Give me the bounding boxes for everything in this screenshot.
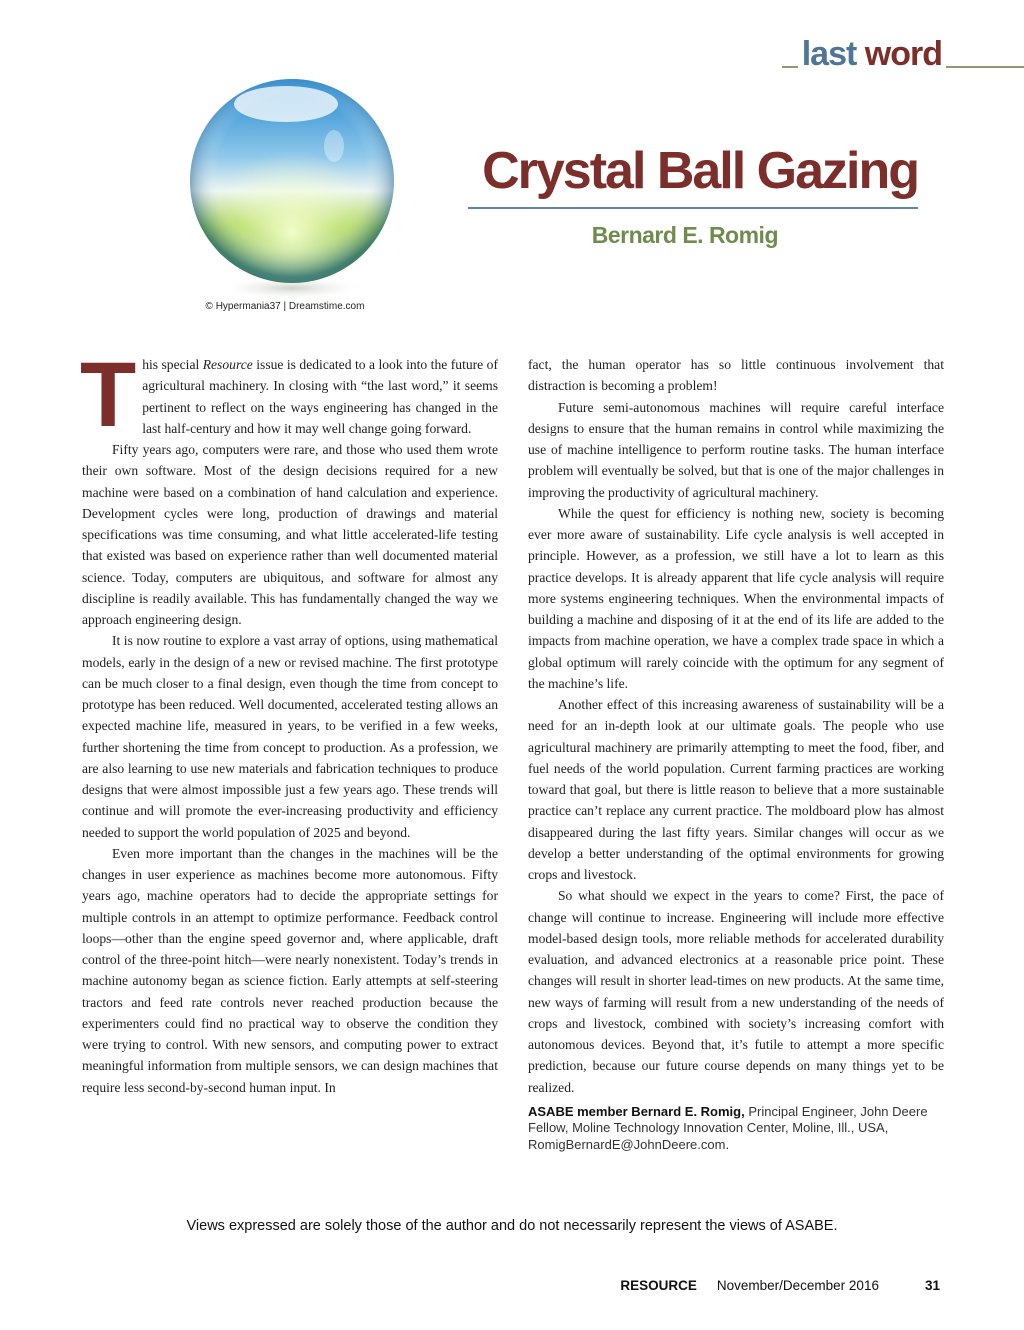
page-number: 31 [924, 1278, 940, 1293]
article-column-left [80, 344, 498, 1098]
paragraph: fact, the human operator has so little continuous involvement that distraction is becoming a problem! [528, 357, 944, 394]
crystal-ball-image [186, 76, 398, 306]
author-byline: Bernard E. Romig [591, 222, 778, 248]
paragraph: Future semi-autonomous machines will require careful interface designs to ensure that the human remains in control while maximizing the use of machine intelligence to perform routine tasks. The human interface problem will eventually be solved, but that is one of the major challenges in improving the productivity of agricultural machinery. [528, 399, 944, 500]
section-label [798, 34, 946, 74]
author-bio-text: Principal Engineer, John Deere Fellow, Moline Technology Innovation Center, Moline, Ill., USA, RomigBernardE@JohnDeere.com. [528, 1103, 928, 1152]
paragraph: While the quest for efficiency is nothing new, society is becoming ever more aware of sustainability. Life cycle analysis is well accepted in principle. However, as a profession, we still have a lot to learn as this practice develops. It is already apparent that life cycle analysis will require more systems engineering techniques. When the environmental impacts of building a machine and disposing of it at the end of its life are added to the impacts from machine operation, we have a complex trade space in which a global optimum will rarely coincide with the optimum for any segment of the machine’s life. [528, 505, 944, 691]
paragraph: Another effect of this increasing awareness of sustainability will be a need for an in-depth look at our ultimate goals. The people who use agricultural machinery are primarily attempting to meet the food, fiber, and fuel needs of the world population. Current farming practices are working toward that goal, but there is little reason to believe that a more sustainable practice can’t replace any current practice. The moldboard plow has almost disappeared during the last fifty years. Similar changes will occur as we develop a better understanding of the optimal environments for growing crops and livestock. [528, 697, 944, 882]
section-label-word1: last [801, 35, 857, 73]
article-column-right [528, 354, 944, 1153]
photo-credit: © Hypermania37 | Dreamstime.com [205, 301, 365, 312]
section-label-word2: word [864, 35, 942, 73]
author-bio [528, 1104, 944, 1154]
paragraph: Fifty years ago, computers were rare, and those who used them wrote their own software. Most of the design decisions required for a new machine were based on a combination of hand calculation and experience. Development cycles were long, production of drawings and material specifications was time consuming, and what little accelerated-life testing that existed was based on experience rather than well documented material science. Today, computers are ubiquitous, and software for almost any discipline is readily available. This has fundamentally changed the way we approach engineering design. [82, 442, 498, 627]
page-footer [620, 1278, 940, 1293]
author-bio-name: ASABE member Bernard E. Romig, [528, 1103, 745, 1119]
paragraph: It is now routine to explore a vast array of options, using mathematical models, early in the design of a new or revised machine. The first prototype can be much closer to a final design, even though the time from concept to prototype has been reduced. Well documented, accelerated testing allows an expected machine life, measured in years, to be verified in a few weeks, further shortening the time from concept to production. As a profession, we are also learning to use new materials and fabrication techniques to produce designs that were almost impossible just a few years ago. These trends will continue and will promote the ever-increasing productivity and efficiency needed to support the world population of 2025 and beyond. [82, 633, 498, 840]
disclaimer: Views expressed are solely those of the author and do not necessarily represent the views of ASABE. [186, 1218, 838, 1234]
title-rule [468, 207, 918, 209]
issue-date: November/December 2016 [716, 1278, 879, 1293]
paragraph: This special Resource issue is dedicated to a look into the future of agricultural machinery. In closing with “the last word,” it seems pertinent to reflect on the ways engineering has changed in the last half-century and how it may well change going forward. [80, 344, 498, 446]
paragraph: Even more important than the changes in the machines will be the changes in user experience as machines become more autonomous. Fifty years ago, machine operators had to decide the appropriate settings for multiple controls in an attempt to optimize performance. Feedback control loops—other than the engine speed governor and, where applicable, draft control of the three-point hitch—were nearly nonexistent. Today’s trends in machine autonomy began as science fiction. Early attempts at self-steering tractors and feed rate controls never reached production because the experimenters could find no practical way to observe the condition they were trying to control. With new sensors, and computing power to extract meaningful information from multiple sensors, we can design machines that require less second-by-second human input. In [82, 845, 498, 1095]
magazine-name: RESOURCE [620, 1278, 697, 1293]
paragraph: So what should we expect in the years to come? First, the pace of change will continue to increase. Engineering will include more effective model-based design tools, more reliable methods for accelerated durability evaluation, and advanced electronics at a reasonable price point. These changes will result in shorter lead-times on new products. At the same time, new ways of farming will result from a new understanding of the needs of crops and livestock, combined with society’s increasing comfort with autonomous devices. Beyond that, it’s futile to attempt a more specific prediction, because our future course depends on many things yet to be realized. [528, 888, 944, 1095]
article-title: Crystal Ball Gazing [482, 142, 918, 200]
drop-cap: T [80, 344, 137, 446]
